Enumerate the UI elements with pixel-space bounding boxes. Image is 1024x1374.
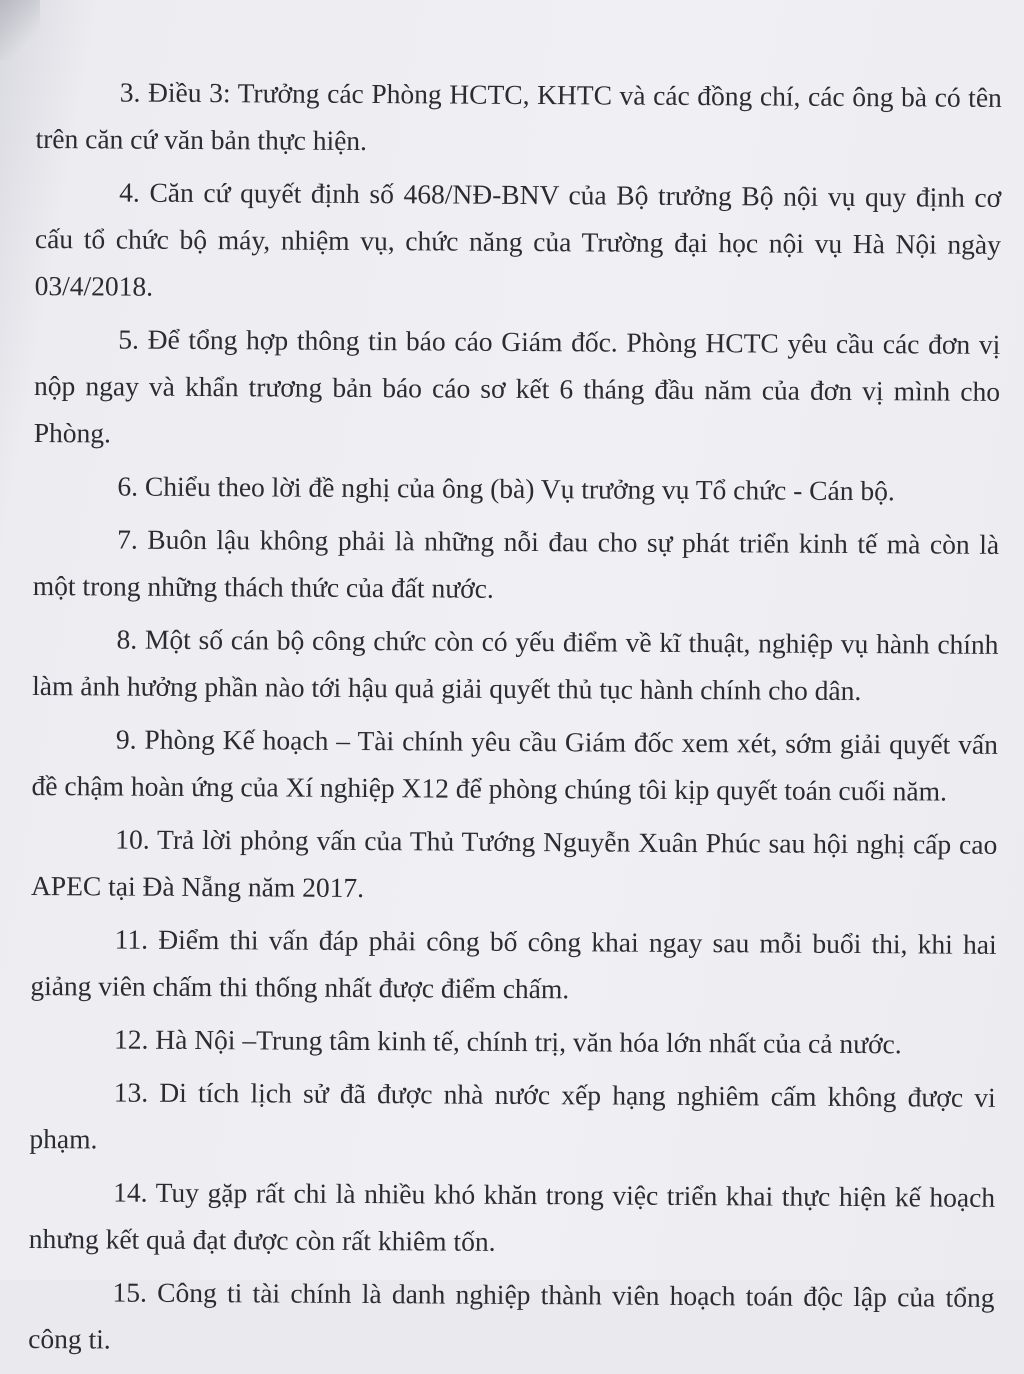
list-item bbox=[30, 1015, 996, 1068]
item-number: 8. bbox=[116, 623, 138, 655]
list-item bbox=[34, 315, 1001, 462]
item-number: 15. bbox=[112, 1276, 147, 1308]
item-text: Buôn lậu không phải là những nỗi đau cho sự phát triển kinh tế mà còn là một trong những thách thức của đất nước. bbox=[32, 523, 1000, 604]
item-number: 11. bbox=[114, 923, 149, 955]
page-corner-shadow bbox=[0, 0, 40, 60]
item-number: 7. bbox=[117, 523, 138, 555]
list-item bbox=[33, 462, 999, 515]
list-item bbox=[31, 815, 998, 915]
list-item bbox=[30, 915, 997, 1015]
item-text: Trả lời phỏng vấn của Thủ Tướng Nguyễn Xuân Phúc sau hội nghị cấp cao APEC tại Đà Nẵng năm 2017. bbox=[30, 823, 998, 904]
item-number: 5. bbox=[118, 323, 140, 355]
list-item bbox=[29, 1168, 996, 1268]
item-text: Điều 3: Trưởng các Phòng HCTC, KHTC và các đồng chí, các ông bà có tên trên căn cứ văn bản thực hiện. bbox=[35, 76, 1002, 157]
item-number: 14. bbox=[113, 1176, 148, 1208]
item-text: Di tích lịch sử đã được nhà nước xếp hạng nghiêm cấm không được vi phạm. bbox=[29, 1076, 996, 1155]
item-text: Một số cán bộ công chức còn có yếu điểm về kĩ thuật, nghiệp vụ hành chính làm ảnh hưởng phần nào tới hậu quả giải quyết thủ tục hành chính cho dân. bbox=[32, 623, 999, 707]
document-body bbox=[28, 68, 1002, 1374]
list-item bbox=[28, 1268, 995, 1368]
list-item bbox=[35, 68, 1002, 168]
item-number: 6. bbox=[117, 470, 139, 502]
item-text: Tuy gặp rất chi là nhiều khó khăn trong việc triển khai thực hiện kế hoạch nhưng kết quả đạt được còn rất khiêm tốn. bbox=[28, 1176, 996, 1257]
item-text: Để tổng hợp thông tin báo cáo Giám đốc. Phòng HCTC yêu cầu các đơn vị nộp ngay và khẩn trương bản báo cáo sơ kết 6 tháng đầu năm của đơn vị mình cho Phòng. bbox=[33, 323, 1001, 449]
item-text: Hà Nội –Trung tâm kinh tế, chính trị, văn hóa lớn nhất của cả nước. bbox=[155, 1023, 902, 1060]
item-text: Chiểu theo lời đề nghị của ông (bà) Vụ trưởng vụ Tổ chức - Cán bộ. bbox=[144, 470, 895, 507]
item-text: Căn cứ quyết định số 468/NĐ-BNV của Bộ trưởng Bộ nội vụ quy định cơ cấu tổ chức bộ máy, nhiệm vụ, chức năng của Trường đại học nội vụ Hà Nội ngày 03/4/2018. bbox=[34, 176, 1002, 302]
list-item bbox=[29, 1068, 996, 1168]
item-number: 4. bbox=[119, 176, 140, 208]
item-text: Điểm thi vấn đáp phải công bố công khai ngay sau mỗi buổi thi, khi hai giảng viên chấm thi thống nhất được điểm chấm. bbox=[30, 923, 997, 1005]
list-item bbox=[35, 168, 1002, 315]
item-number: 13. bbox=[113, 1076, 149, 1108]
list-item bbox=[32, 615, 999, 715]
item-number: 10. bbox=[115, 823, 150, 855]
item-text: Phòng Kế hoạch – Tài chính yêu cầu Giám đốc xem xét, sớm giải quyết vấn đề chậm hoàn ứng của Xí nghiệp X12 để phòng chúng tôi kịp quyết toán cuối năm. bbox=[31, 723, 998, 807]
item-number: 3. bbox=[119, 76, 141, 108]
list-item bbox=[31, 715, 998, 815]
list-item bbox=[33, 515, 1000, 615]
item-number: 12. bbox=[113, 1023, 149, 1055]
item-text: Công ti tài chính là danh nghiệp thành viên hoạch toán độc lập của tổng công ti. bbox=[28, 1276, 995, 1355]
item-number: 9. bbox=[115, 723, 137, 755]
